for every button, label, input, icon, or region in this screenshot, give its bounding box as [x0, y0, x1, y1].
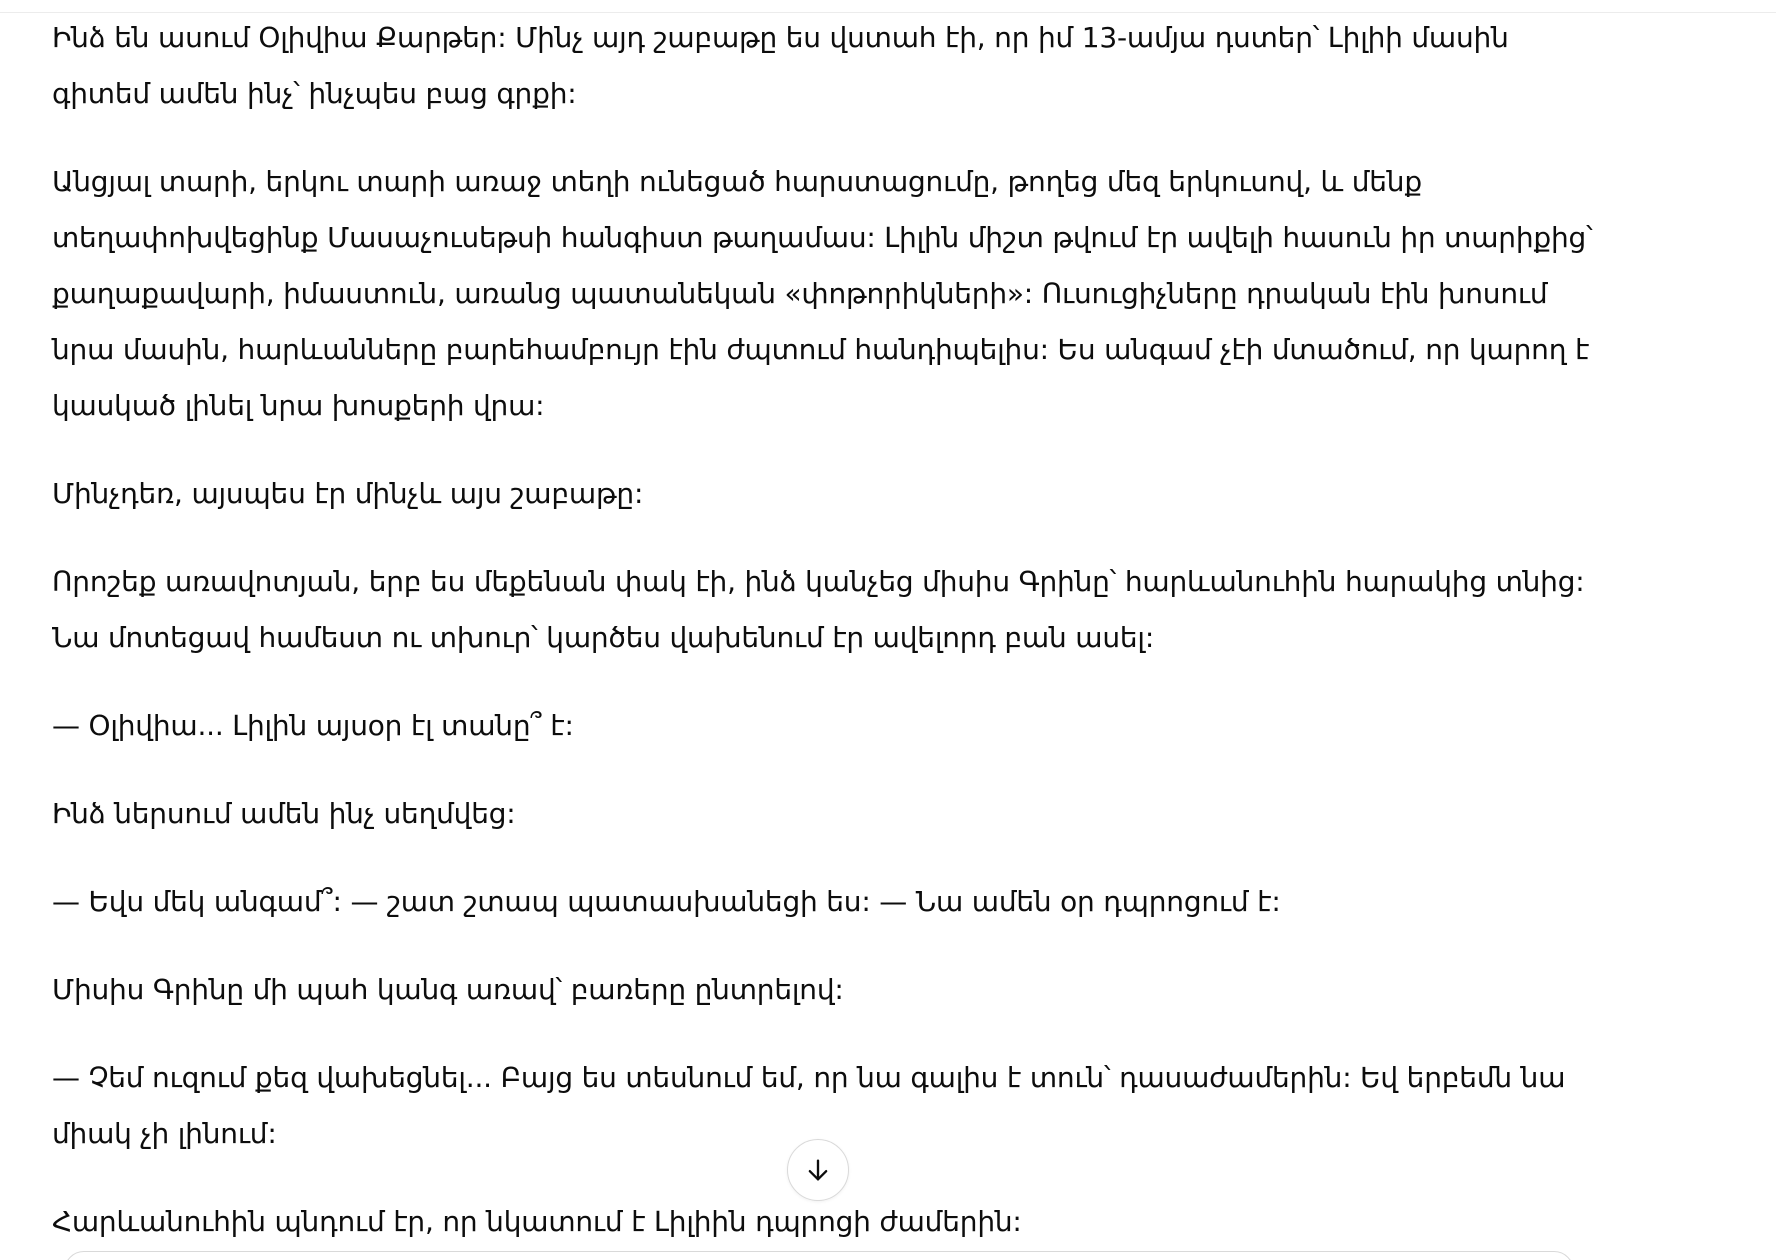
message-paragraph-7: — Եվս մեկ անգամ՞: — շատ շտապ պատասխանեցի ես: — Նա ամեն օր դպրոցում է: — [52, 885, 1281, 918]
message-paragraph-2: Անցյալ տարի, երկու տարի առաջ տեղի ունեցած հարստացումը, թողեց մեզ երկուսով, և մենք տեղափոխվեցինք Մասաչուսեթսի հանգիստ թաղամաս: Լիլին միշտ թվում էր ավելի հասուն իր տարիքից՝ քաղաքավարի, իմաստուն, առանց պատանեկան «փոթորիկների»: Ուսուցիչները դրական էին խոսում նրա մասին, հարևանները բարեհամբույր էին ժպտում հանդիպելիս: Ես անգամ չէի մտածում, որ կարող է կասկած լինել նրա խոսքերի վրա: — [52, 165, 1593, 422]
assistant-message — [52, 10, 1612, 1260]
scroll-to-bottom-button[interactable] — [787, 1139, 849, 1201]
message-composer[interactable] — [64, 1251, 1574, 1260]
message-paragraph-1: Ինձ են ասում Օլիվիա Քարթեր: Մինչ այդ շաբաթը ես վստահ էի, որ իմ 13-ամյա դստեր՝ Լիլիի մասին գիտեմ ամեն ինչ՝ ինչպես բաց գրքի: — [52, 21, 1509, 110]
message-paragraph-5: — Օլիվիա... Լիլին այսօր էլ տանը՞ է: — [52, 709, 574, 742]
message-paragraph-10: Հարևանուհին պնդում էր, որ նկատում է Լիլիին դպրոցի ժամերին: — [52, 1205, 1022, 1238]
message-paragraph-4: Որոշեք առավոտյան, երբ ես մեքենան փակ էի, ինձ կանչեց միսիս Գրինը՝ հարևանուհին հարակից տնից: Նա մոտեցավ համեստ ու տխուր՝ կարծես վախենում էր ավելորդ բան ասել: — [52, 565, 1585, 654]
arrow-down-icon — [804, 1156, 832, 1184]
message-paragraph-9: — Չեմ ուզում քեզ վախեցնել... Բայց ես տեսնում եմ, որ նա գալիս է տուն՝ դասաժամերին: Եվ երբեմն նա միակ չի լինում: — [52, 1061, 1566, 1150]
message-paragraph-8: Միսիս Գրինը մի պահ կանգ առավ՝ բառերը ընտրելով: — [52, 973, 844, 1006]
message-paragraph-6: Ինձ ներսում ամեն ինչ սեղմվեց: — [52, 797, 516, 830]
message-paragraph-3: Մինչդեռ, այսպես էր մինչև այս շաբաթը: — [52, 477, 644, 510]
